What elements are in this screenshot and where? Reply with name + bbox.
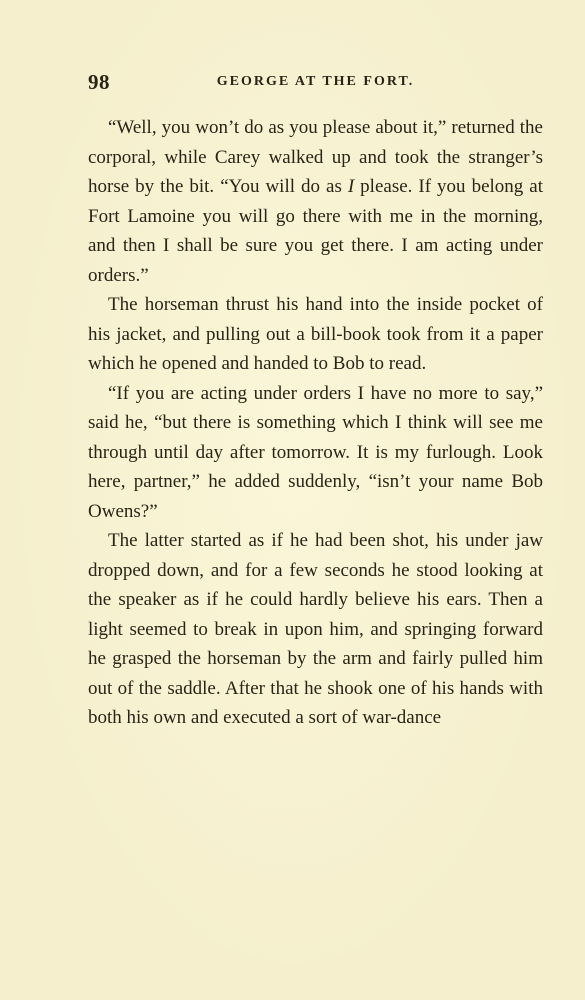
paragraph-1: “Well, you won’t do as you please about it,” returned the corporal, while Carey walked up and took the stranger’s horse by the bit. “You will do as I please. If you belong at Fort Lamoine you will go there with me in the morning, and then I shall be sure you get there. I am acting under orders.” [88, 117, 543, 286]
running-title: GEORGE AT THE FORT. [216, 74, 415, 89]
paragraph-4: The latter started as if he had been shot, his under jaw dropped down, and for a few seconds he stood looking at the speaker as if he could hardly believe his ears. Then a light seemed to break in upon him, and springing forward he grasped the horseman by the arm and fairly pulled him out of the saddle. After that he shook one of his hands with both his own and executed a sort of war-dance [88, 530, 543, 728]
paragraph-2: The horseman thrust his hand into the inside pocket of his jacket, and pulling out a bill-book took from it a paper which he opened and handed to Bob to read. [88, 294, 543, 374]
emphasis-i: I [347, 176, 355, 197]
running-head [88, 70, 543, 100]
body-text [88, 113, 543, 733]
page-number: 98 [88, 70, 110, 94]
paragraph-3: “If you are acting under orders I have no more to say,” said he, “but there is something which I think will see me through until day after tomorrow. It is my furlough. Look here, partner,” he added suddenly, “isn’t your name Bob Owens?” [88, 382, 543, 522]
